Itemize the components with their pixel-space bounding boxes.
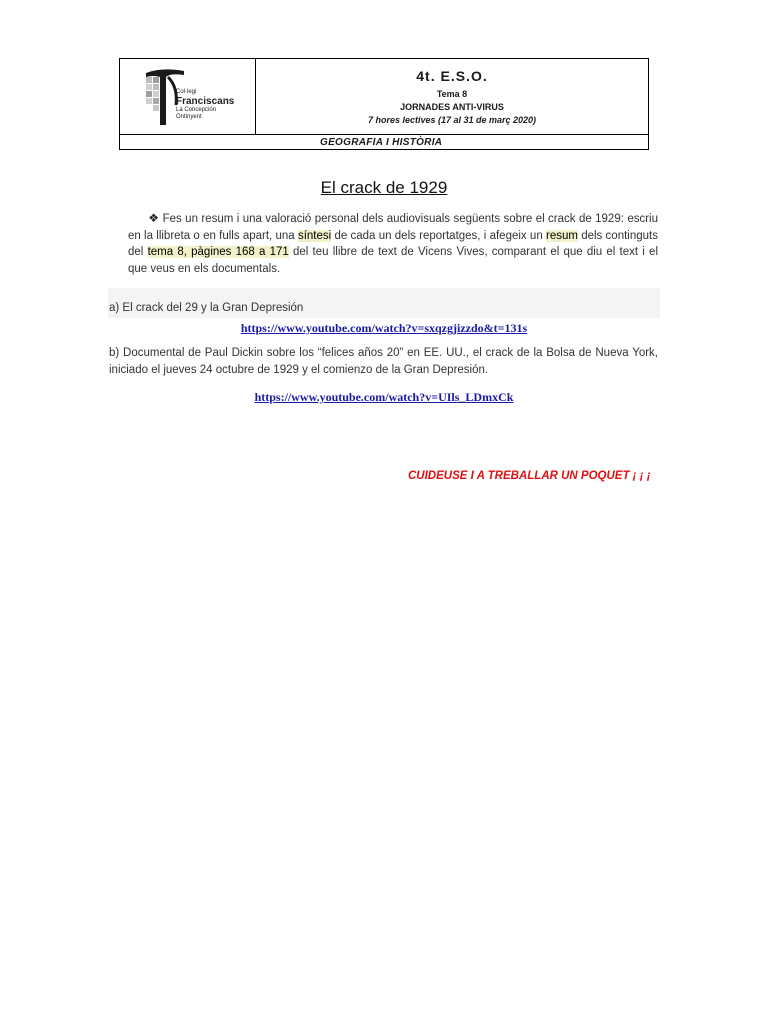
subject-label: GEOGRAFIA I HISTÒRIA	[320, 137, 443, 148]
hores-label: 7 hores lectives (17 al 31 de març 2020)	[367, 115, 537, 125]
highlight-tema: tema 8, pàgines 168 a 171	[147, 246, 289, 258]
course-title: 4t. E.S.O.	[416, 68, 488, 84]
page-title: El crack de 1929	[320, 178, 448, 197]
instructions-part4: del teu llibre de text de Vicens Vives, comparant el que diu el text i el que veus en els documentals.	[128, 246, 659, 275]
tema-label: Tema 8	[436, 89, 468, 99]
logo-cell	[120, 59, 256, 134]
logo-text	[176, 89, 234, 121]
logo-line2: Franciscans	[176, 96, 235, 107]
item-a-block	[108, 288, 660, 318]
instructions-part1: Fes un resum i una valoració personal dels audiovisuals següents sobre el crack de 1929: escriu en la llibreta o en fulls apart, una	[128, 213, 659, 242]
logo-line3: La Concepción	[176, 107, 217, 113]
jornades-label: JORNADES ANTI-VIRUS	[400, 102, 504, 112]
item-a-link-row	[0, 319, 768, 337]
diamond-bullet-icon: ❖	[148, 211, 160, 225]
logo-line1: Col·legi	[176, 89, 197, 95]
subject-row	[120, 134, 648, 149]
item-a-link[interactable]: https://www.youtube.com/watch?v=sxqzgjizzdo&t=131s	[240, 321, 528, 335]
instructions-paragraph	[128, 210, 658, 277]
highlight-resum: resum	[545, 229, 578, 242]
instructions-part2: de cada un dels reportatges, i afegeix un	[331, 229, 546, 242]
item-b-text: b) Documental de Paul Dickin sobre los “felices años 20” en EE. UU., el crack de la Bolsa de Nueva York, iniciado el jueves 24 octubre de 1929 y el comienzo de la Gran Depresión.	[109, 347, 658, 376]
course-info-cell	[256, 59, 648, 134]
instructions-part3: dels continguts del	[128, 229, 658, 258]
item-b-link[interactable]: https://www.youtube.com/watch?v=UIls_LDmxCk	[254, 390, 514, 404]
header-table	[119, 58, 649, 150]
item-a-text: a) El crack del 29 y la Gran Depresión	[109, 302, 304, 314]
logo-line4: Ontinyent	[176, 114, 202, 120]
item-b-link-row	[0, 388, 768, 406]
closing-message: CUIDEUSE I A TREBALLAR UN POQUET ¡ ¡ ¡	[408, 470, 651, 482]
highlight-sintesi: síntesi	[297, 229, 332, 242]
